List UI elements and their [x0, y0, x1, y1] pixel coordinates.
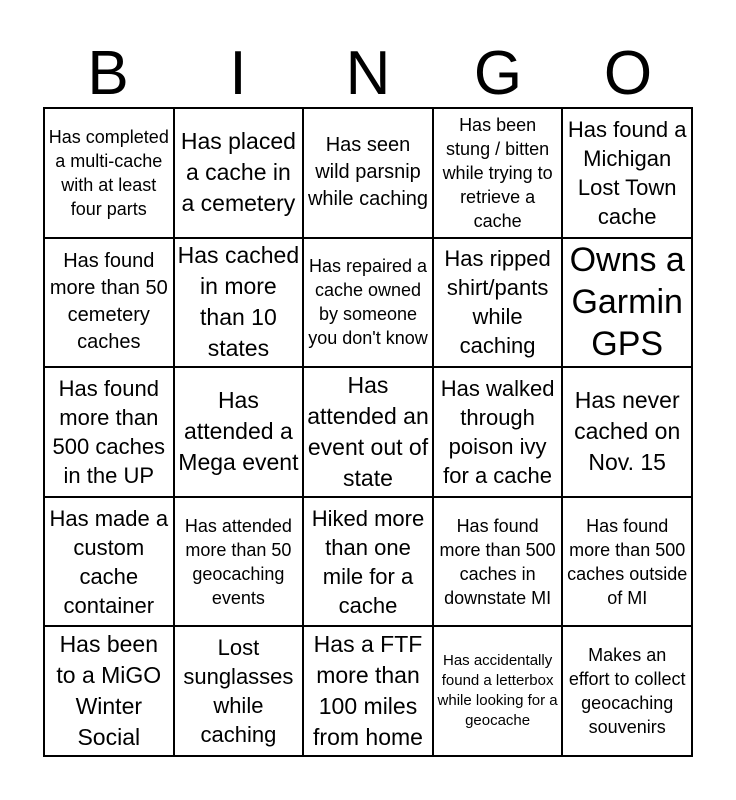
bingo-cell-24[interactable]: Has accidentally found a letterbox while looking for a geocache — [433, 626, 563, 756]
bingo-cell-3[interactable]: Has seen wild parsnip while caching — [303, 108, 433, 238]
bingo-cell-1[interactable]: Has completed a multi-cache with at least four parts — [44, 108, 174, 238]
header-letter-b: B — [87, 39, 129, 108]
bingo-cell-2[interactable]: Has placed a cache in a cemetery — [174, 108, 304, 238]
bingo-cell-11[interactable]: Has found more than 500 caches in the UP — [44, 367, 174, 497]
bingo-cell-20[interactable]: Has found more than 500 caches outside of MI — [562, 497, 692, 627]
header-letter-o: O — [603, 39, 653, 108]
header-letter-g: G — [473, 39, 523, 108]
bingo-cell-22[interactable]: Lost sunglasses while caching — [174, 626, 304, 756]
bingo-cell-8[interactable]: Has repaired a cache owned by someone you don't know — [303, 238, 433, 368]
bingo-cell-13[interactable]: Has attended an event out of state — [303, 367, 433, 497]
header-letter-n: N — [345, 39, 391, 108]
bingo-card — [43, 107, 693, 757]
bingo-cell-5[interactable]: Has found a Michigan Lost Town cache — [562, 108, 692, 238]
bingo-cell-21[interactable]: Has been to a MiGO Winter Social — [44, 626, 174, 756]
bingo-cell-9[interactable]: Has ripped shirt/pants while caching — [433, 238, 563, 368]
header-letter-i: I — [229, 39, 247, 108]
bingo-cell-19[interactable]: Has found more than 500 caches in downstate MI — [433, 497, 563, 627]
bingo-cell-6[interactable]: Has found more than 50 cemetery caches — [44, 238, 174, 368]
bingo-cell-25[interactable]: Makes an effort to collect geocaching souvenirs — [562, 626, 692, 756]
bingo-cell-7[interactable]: Has cached in more than 10 states — [174, 238, 304, 368]
bingo-cell-15[interactable]: Has never cached on Nov. 15 — [562, 367, 692, 497]
bingo-cell-14[interactable]: Has walked through poison ivy for a cache — [433, 367, 563, 497]
bingo-cell-18[interactable]: Hiked more than one mile for a cache — [303, 497, 433, 627]
bingo-cell-12[interactable]: Has attended a Mega event — [174, 367, 304, 497]
bingo-cell-10[interactable]: Owns a Garmin GPS — [562, 238, 692, 368]
bingo-header — [43, 40, 693, 108]
bingo-cell-23[interactable]: Has a FTF more than 100 miles from home — [303, 626, 433, 756]
bingo-cell-17[interactable]: Has attended more than 50 geocaching events — [174, 497, 304, 627]
bingo-cell-16[interactable]: Has made a custom cache container — [44, 497, 174, 627]
bingo-cell-4[interactable]: Has been stung / bitten while trying to retrieve a cache — [433, 108, 563, 238]
